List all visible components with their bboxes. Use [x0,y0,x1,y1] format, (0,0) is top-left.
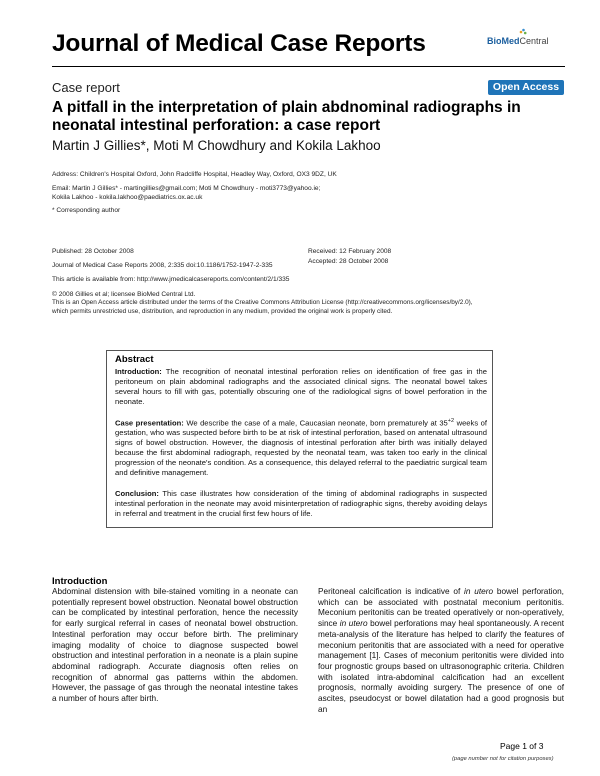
abstract-box [106,350,493,528]
case-text-pre: We describe the case of a male, Caucasian neonate, born prematurely at 35 [186,418,448,428]
right-text-1: Peritoneal calcification is indicative of [318,587,465,596]
received-date: Received: 12 February 2008 [308,248,392,255]
case-text-post: weeks of gestation, who was suspected before birth to be at risk of intestinal perforation, based on antenatal ultrasound signs of bowel obstruction. However, the diagnosis of intestinal perforation after birth was initially delayed because the first abdominal radiograph, requested by the neonatal team, was taken too early in the clinical progression of the neonate's condition. As a consequence, this delayed referral to the paediatric surgical team and definitive management. [115,418,487,478]
page-number: Page 1 of 3 [500,741,544,751]
email-line-1: Email: Martin J Gillies* - martingillies@gmail.com; Moti M Chowdhury - moti3773@yahoo.ie; [52,185,321,192]
email-line-2: Kokila Lakhoo - kokila.lakhoo@paediatrics.ox.ac.uk [52,194,203,201]
publisher-central: Central [519,36,549,46]
case-label: Case presentation: [115,418,184,428]
in-utero-1: in utero [464,587,494,596]
abstract-conclusion [115,489,487,519]
case-sup: +2 [447,418,455,424]
corresponding-note: * Corresponding author [52,207,121,214]
address: Address: Children's Hospital Oxford, John Radcliffe Hospital, Headley Way, Oxford, OX3 9DZ, UK [52,171,337,178]
body-left-column: Abdominal distension with bile-stained vomiting in a neonate can potentially represent bowel obstruction. Neonatal bowel obstruction can be complicated by intestinal perforation, hence the necessity for early surgical referral in cases of neonatal bowel obstruction. Intestinal perforation may occur before birth. The preliminary imaging modality of choice to diagnose suspected bowel obstruction and intestinal perforation in a neonate is a plain supine abdominal radiograph. Accurate diagnosis often relies on recognition of abnormal gas patterns within the abdomen. However, the passage of gas through the neonatal intestine takes a number of hours after birth. [52,587,298,704]
journal-title: Journal of Medical Case Reports [52,30,426,57]
license-line-1: This is an Open Access article distributed under the terms of the Creative Commons Attribution License (http://creativecommons.org/licenses/by/2.0), [52,299,473,306]
abstract-heading: Abstract [115,354,154,365]
conclusion-text: This case illustrates how consideration of the timing of abdominal radiographs in suspected intestinal perforation in the neonate may avoid misinterpretation of radiographic signs, thereby avoiding delays in referral and treatment in the crucial first few hours of life. [115,489,487,518]
citation: Journal of Medical Case Reports 2008, 2:335 doi:10.1186/1752-1947-2-335 [52,262,273,269]
introduction-heading: Introduction [52,576,108,587]
authors: Martin J Gillies*, Moti M Chowdhury and Kokila Lakhoo [52,138,381,153]
copyright: © 2008 Gillies et al; licensee BioMed Central Ltd. [52,291,196,298]
body-right-column [318,587,564,715]
intro-text: The recognition of neonatal intestinal perforation relies on identification of free gas in the peritoneum on plain abdominal radiographs and the associated clinical signs. The neonatal bowel takes several hours to fill with gas, potentially obscuring one of the radiological signs of bowel perforation in the neonate. [115,367,487,406]
publisher-logo [487,36,549,46]
publisher-bio: BioMed [487,36,520,46]
accepted-date: Accepted: 28 October 2008 [308,258,389,265]
right-text-2: bowel perforation, which can be associated with postnatal meconium peritonitis. Meconium peritonitis can be treated operatively or non-operatively, since [318,587,564,629]
conclusion-label: Conclusion: [115,489,159,498]
page-number-note: (page number not for citation purposes) [452,756,554,762]
open-access-badge: Open Access [488,80,564,95]
abstract-case-presentation [115,417,487,478]
in-utero-2: in utero [339,619,368,629]
abstract-introduction [115,367,487,407]
license-line-2: which permits unrestricted use, distribution, and reproduction in any medium, provided the original work is properly cited. [52,308,393,315]
publisher-logo-icon [519,28,527,36]
article-type: Case report [52,80,120,95]
intro-label: Introduction: [115,367,162,376]
published-date: Published: 28 October 2008 [52,248,134,255]
article-title: A pitfall in the interpretation of plain abdnominal radiographs in neonatal intestinal perforation: a case report [52,99,521,134]
article-url[interactable]: This article is available from: http://www.jmedicalcasereports.com/content/2/1/335 [52,276,290,283]
right-text-3: bowel perforations may heal spontaneously. A recent meta-analysis of the literature has helped to clarify the features of meconium peritonitis that are associated with a need for operative management [1]. Cases of meconium peritonitis were divided into four prognostic groups based on ultrasonographic criteria. Children with isolated intra-abdominal calcification had an excellent prognosis, normally avoiding surgery. The presence of one of ascites, pseudocyst or bowel dilatation had a good prognosis but an [318,619,564,714]
header-divider [52,66,565,67]
